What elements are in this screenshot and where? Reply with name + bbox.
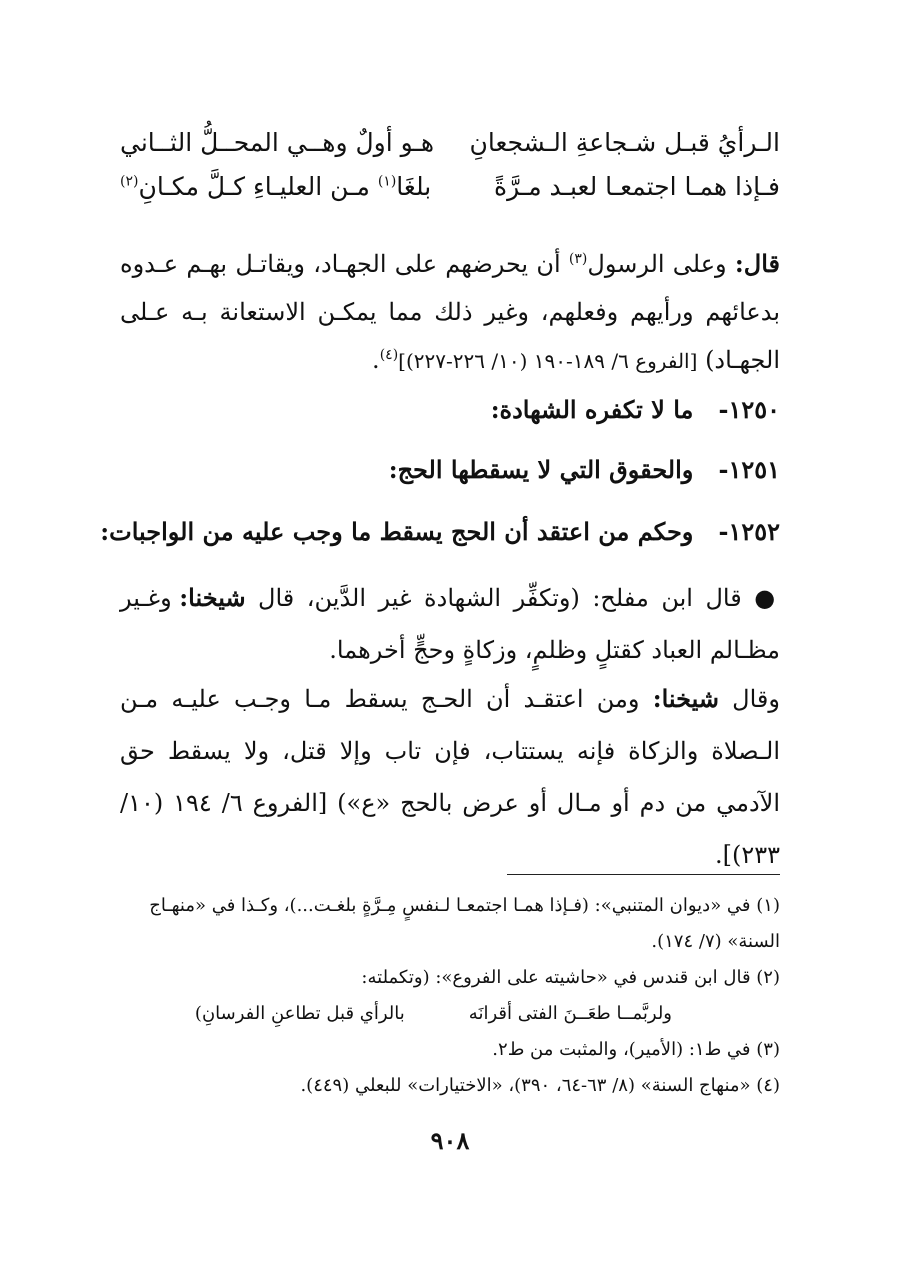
section-title: وحكم من اعتقد أن الحج يسقط ما وجب عليه من الواجبات: [100,517,694,546]
poem-line-1-first-hemistich: الـرأيُ قبـل شـجاعةِ الـشجعانِ [469,128,780,157]
paragraph-text-b: أن يحرضهم على الجهـاد، ويقاتـل بهـم عـدوه بدعائهم ورأيهم وفعلهم، وغير ذلك مما يمكـن الاستعانة بـه عـلى الجهـاد) [120,250,780,374]
footnote-marker-4[interactable]: (٤) [379,347,399,363]
paragraph-text-a: وقال [718,685,780,713]
section-number: ١٢٥٢- [718,517,780,546]
paragraph-label: قال: [734,249,780,278]
footnote-2-verse-first: ولربَّمــا طعَــنَ الفتى أقرانَه [468,1003,672,1024]
paragraph-text-a: قال ابن مفلح: (وتكفِّر الشهادة غير الدَّين، قال [245,584,755,612]
footnote-3: (٣) في ط١: (الأمير)، والمثبت من ط٢. [492,1039,780,1060]
section-heading-1250 [120,395,780,424]
poem-line-2-second-hemistich [120,172,431,201]
paragraph-text-b: وغـير مظـالم العباد كقتلٍ وظلمٍ، وزكاةٍ وحجٍّ أخرهما. [120,584,780,664]
section-title: والحقوق التي لا يسقطها الحج: [388,455,694,484]
footnote-marker-2[interactable]: (٢) [120,173,139,190]
footnote-2-verse [120,996,780,1032]
paragraph-bold-shaykhuna: شيخنا: [652,684,719,713]
section-heading-1251 [120,455,780,484]
section-number: ١٢٥١- [718,455,780,484]
footnote-2-verse-second: بالرأي قبل تطاعنِ الفرسانِ) [194,1003,405,1024]
footnote-marker-1[interactable]: (١) [377,173,397,190]
footnote-separator [507,874,780,875]
poem-word-balagha: بلغَا [396,172,432,201]
footnotes [120,888,780,1104]
page-number: ٩٠٨ [430,1126,470,1155]
paragraph-ibn-muflih [120,572,780,676]
poem-line-2-rest: مـن العليـاءِ كـلَّ مكـانِ [138,172,378,201]
paragraph-jihad [120,240,780,385]
footnote-marker-3[interactable]: (٣) [568,251,588,267]
poem-line-1 [120,128,780,172]
poem-line-1-second-hemistich: هـو أولٌ وهــي المحــلُّ الثــاني [120,128,435,157]
footnote-1: (١) في «ديوان المتنبي»: (فـإذا همـا اجتمعـا لـنفسٍ مِـرَّةٍ بلغـت...)، وكـذا في «منهـاج السنة» (٧/ ١٧٤). [149,895,780,952]
reference-citation: [الفروع ٦/ ١٨٩-١٩٠ (١٠/ ٢٢٦-٢٢٧)] [398,349,698,373]
footnote-2: (٢) قال ابن قندس في «حاشيته على الفروع»: (وتكملته: [361,967,780,988]
bullet-icon: ● [754,584,780,612]
paragraph-bold-shaykhuna: شيخنا: [179,583,246,612]
poem-line-2 [120,172,780,216]
section-title: ما لا تكفره الشهادة: [490,395,694,424]
footnote-4: (٤) «منهاج السنة» (٨/ ٦٣-٦٤، ٣٩٠)، «الاختيارات» للبعلي (٤٤٩). [300,1075,780,1096]
section-number: ١٢٥٠- [718,395,780,424]
poem-block [120,128,780,216]
poem-line-2-first-hemistich: فـإذا همـا اجتمعـا لعبـد مـرَّةً [493,172,780,201]
paragraph-end: . [372,346,380,374]
paragraph-shaykhuna [120,673,780,881]
paragraph-text-b: ومن اعتقـد أن الحـج يسقط مـا وجـب عليـه مـن الـصلاة والزكاة فإنه يستتاب، فإن تاب وإلا قتل، ولا يسقط حق الآدمي من دم أو مـال أو عرض بالحج «ع») [الفروع ٦/ ١٩٤ (١٠/ ٢٣٣)]. [120,685,780,869]
section-heading-1252 [100,517,780,546]
paragraph-text-a: وعلى الرسول [587,250,735,278]
